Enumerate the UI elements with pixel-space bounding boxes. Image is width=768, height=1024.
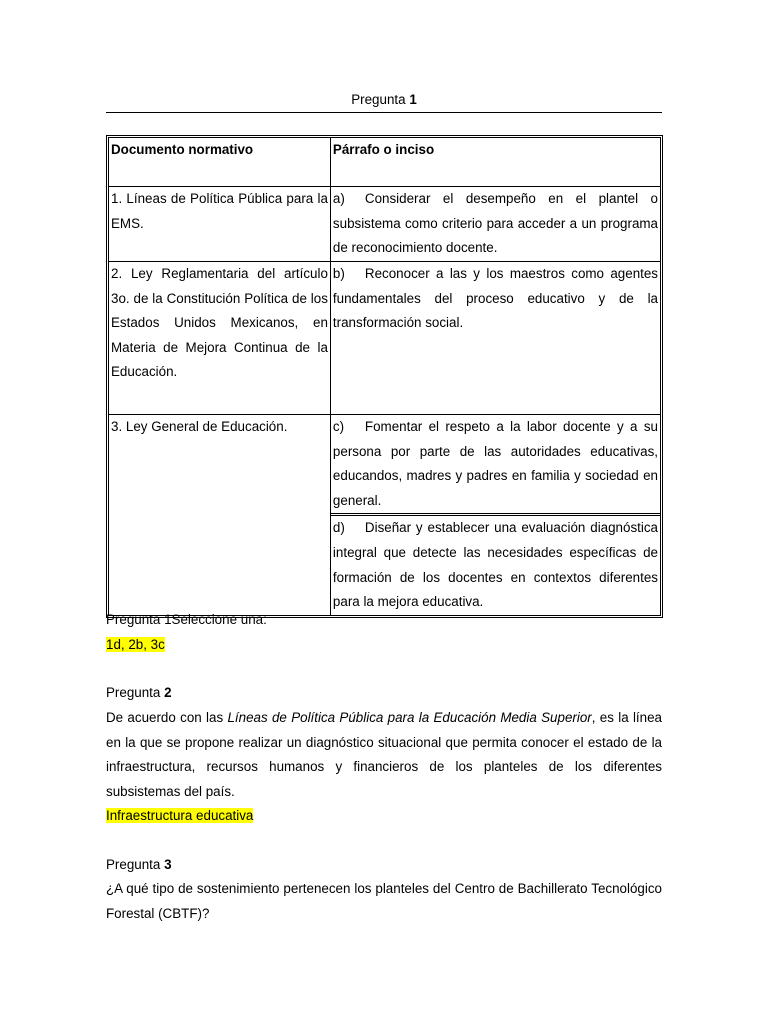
inciso-text: Reconocer a las y los maestros como agentes fundamentales del proceso educativo y de la transformación social. [332, 266, 658, 331]
q1-answer-line [106, 633, 662, 658]
document-cell: 3. Ley General de Educación. [109, 415, 331, 615]
q2-answer-line [106, 804, 662, 829]
q3-label: Pregunta [106, 857, 161, 872]
header-number: 1 [409, 92, 417, 107]
header-label: Pregunta [351, 92, 406, 107]
q2-answer: Infraestructura educativa [106, 808, 254, 823]
q2-text [106, 706, 662, 804]
q3-number: 3 [164, 857, 172, 872]
q2-number: 2 [164, 685, 172, 700]
header-parrafo: Párrafo o inciso [331, 138, 660, 187]
table-row [109, 415, 660, 516]
table-header-row [109, 138, 660, 187]
inciso-text: Fomentar el respeto a la labor docente y a su persona por parte de las autoridades educativas, educandos, madres y padres en familia y sociedad en general. [332, 419, 658, 508]
inciso-letter: c) [332, 419, 345, 434]
inciso-letter: b) [332, 266, 345, 281]
matching-table [106, 135, 663, 618]
table-row [109, 262, 660, 415]
inciso-text: Considerar el desempeño en el plantel o subsistema como criterio para acceder a un programa de reconocimiento docente. [332, 191, 658, 256]
q1-answer: 1d, 2b, 3c [106, 637, 165, 652]
table-row [109, 187, 660, 262]
q3-heading [106, 853, 662, 878]
header-documento: Documento normativo [109, 138, 331, 187]
q2-label: Pregunta [106, 685, 161, 700]
q3-text: ¿A qué tipo de sostenimiento pertenecen los planteles del Centro de Bachillerato Tecnológico Forestal (CBTF)? [106, 881, 662, 921]
document-cell: 2. Ley Reglamentaria del artículo 3o. de la Constitución Política de los Estados Unidos Mexicanos, en Materia de Mejora Continua de la Educación. [109, 262, 331, 415]
inciso-text: Diseñar y establecer una evaluación diagnóstica integral que detecte las necesidades específicas de formación de los docentes en contextos diferentes para la mejora educativa. [332, 520, 658, 610]
q2-text-italic: Líneas de Política Pública para la Educación Media Superior [227, 710, 592, 725]
inciso-cell [331, 415, 660, 516]
inciso-cell [331, 262, 660, 415]
inciso-letter: a) [332, 191, 345, 206]
q1-prompt: Pregunta 1Seleccione una: [106, 612, 267, 627]
document-cell: 1. Líneas de Política Pública para la EMS. [109, 187, 331, 262]
page-header [106, 90, 662, 113]
inciso-letter: d) [332, 520, 345, 536]
inciso-cell [331, 516, 660, 614]
q2-text-after: , es la línea en la que se propone realizar un diagnóstico situacional que permita conocer el estado de la infraestructura, recursos humanos y financieros de los planteles de los diferentes subsistemas del país. [106, 710, 662, 799]
q2-heading [106, 681, 662, 706]
inciso-cell [331, 187, 660, 262]
q2-text-before: De acuerdo con las [106, 710, 228, 725]
